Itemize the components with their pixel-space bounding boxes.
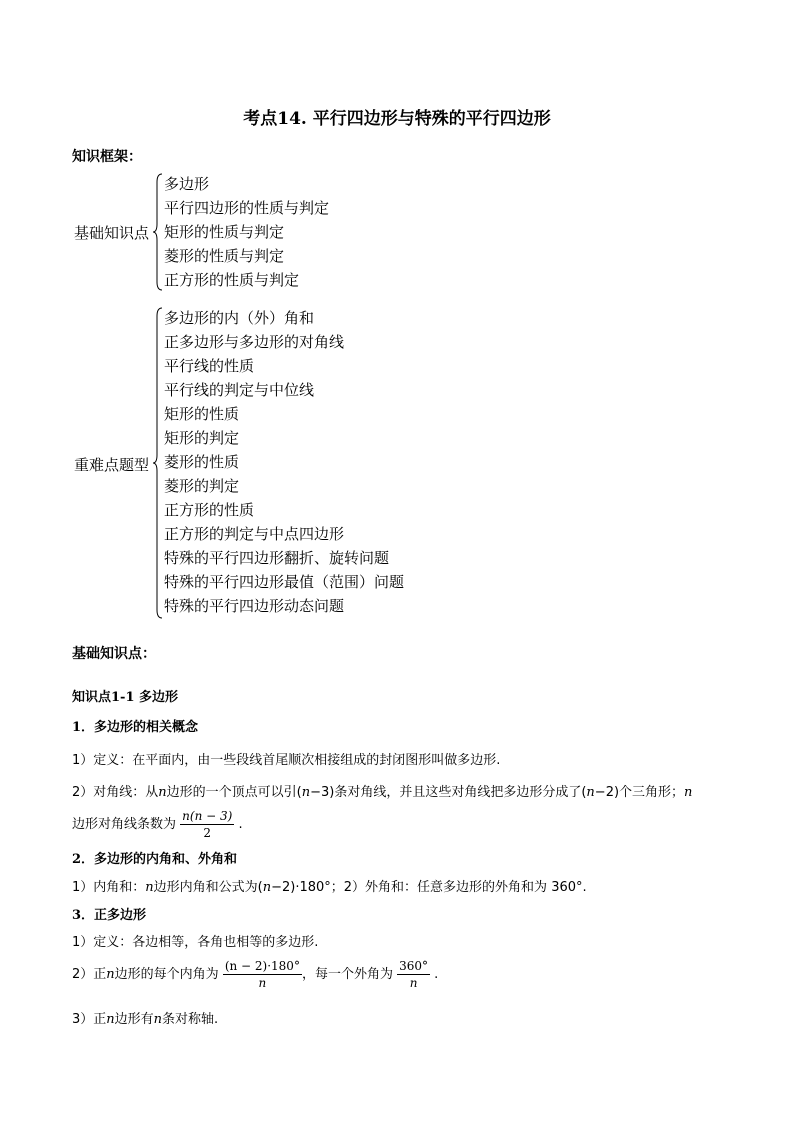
fraction-exterior-angle [397, 958, 430, 991]
section1-heading: 1．多边形的相关概念 [72, 720, 199, 735]
section1-definition: 1）定义：在平面内，由一些段线首尾顺次相接组成的封闭图形叫做多边形. [72, 753, 501, 768]
tree1-item: 平行四边形的性质与判定 [164, 199, 330, 217]
tree2-label: 重难点题型 [74, 456, 150, 474]
text-run: 边形对角线条数为 [72, 817, 177, 832]
tree2-item: 正方形的性质 [164, 501, 255, 519]
text-run: 2）正 [72, 967, 107, 982]
var-n: n [153, 1012, 163, 1027]
var-n: n [684, 785, 693, 800]
tree2-item: 多边形的内（外）角和 [164, 309, 315, 327]
text-run: −2)个三角形； [594, 785, 685, 800]
framework-heading: 知识框架： [72, 149, 142, 165]
text-run: 条对称轴. [162, 1012, 219, 1027]
text-run: 1）内角和： [72, 880, 146, 895]
tree2-item: 平行线的性质 [164, 357, 255, 375]
section3-heading: 3．正多边形 [72, 908, 147, 923]
basics-heading: 基础知识点： [72, 646, 156, 662]
text-run: 3）正 [72, 1012, 107, 1027]
tree1-label: 基础知识点 [74, 224, 150, 242]
tree2-item: 特殊的平行四边形翻折、旋转问题 [164, 549, 390, 567]
knowledge-point-heading: 知识点1-1 多边形 [72, 690, 179, 705]
text-run: 边形内角和公式为( [153, 880, 263, 895]
text-run: 边形的每个内角为 [114, 967, 219, 982]
tree1-item: 菱形的性质与判定 [164, 247, 285, 265]
tree2-item: 正多边形与多边形的对角线 [164, 333, 345, 351]
tree2-brace [152, 306, 164, 620]
tree2-item: 特殊的平行四边形最值（范围）问题 [164, 573, 405, 591]
fraction-denominator: 2 [203, 826, 212, 840]
section1-diagonal-line2 [72, 808, 243, 841]
text-run: . [238, 817, 243, 832]
text-run: ，每一个外角为 [301, 967, 393, 982]
tree2-item: 特殊的平行四边形动态问题 [164, 597, 345, 615]
fraction-numerator: (n − 2)·180° [224, 959, 300, 973]
text-run: 2）对角线：从 [72, 785, 159, 800]
var-n: n [158, 785, 167, 800]
fraction-numerator: 360° [399, 959, 429, 973]
page-title: 考点14. 平行四边形与特殊的平行四边形 [243, 109, 551, 129]
var-n: n [262, 880, 272, 895]
tree1-brace [152, 172, 164, 292]
fraction-numerator: n(n − 3) [182, 809, 233, 823]
var-n: n [301, 785, 311, 800]
fraction-denominator: n [409, 976, 418, 990]
section2-heading: 2．多边形的内角和、外角和 [72, 852, 238, 867]
tree1-item: 正方形的性质与判定 [164, 271, 300, 289]
text-run: −3)条对角线，并且这些对角线把多边形分成了( [310, 785, 587, 800]
text-run: 边形有 [114, 1012, 154, 1027]
text-run: −2)·180°；2）外角和：任意多边形的外角和为 360°. [271, 880, 587, 895]
var-n: n [145, 880, 154, 895]
section2-angle-sums [72, 876, 587, 895]
var-n: n [106, 967, 115, 982]
fraction-interior-angle [223, 958, 302, 991]
tree1-item: 多边形 [164, 175, 210, 193]
tree2-item: 正方形的判定与中点四边形 [164, 525, 345, 543]
section1-diagonal-line1 [72, 781, 692, 800]
fraction-denominator: n [258, 976, 267, 990]
tree1-list [164, 172, 329, 292]
tree2-item: 矩形的判定 [164, 429, 240, 447]
text-run: . [434, 967, 439, 982]
tree2-item: 矩形的性质 [164, 405, 240, 423]
tree2-item: 菱形的判定 [164, 477, 240, 495]
tree2-list [164, 306, 404, 618]
tree2-item: 菱形的性质 [164, 453, 240, 471]
text-run: 边形的一个顶点可以引( [166, 785, 302, 800]
tree1-item: 矩形的性质与判定 [164, 223, 285, 241]
var-n: n [586, 785, 595, 800]
section3-symmetry [72, 1008, 218, 1027]
fraction-diagonals [180, 808, 234, 841]
section3-definition: 1）定义：各边相等，各角也相等的多边形. [72, 935, 319, 950]
var-n: n [106, 1012, 115, 1027]
section3-angles [72, 958, 438, 991]
tree2-item: 平行线的判定与中位线 [164, 381, 315, 399]
